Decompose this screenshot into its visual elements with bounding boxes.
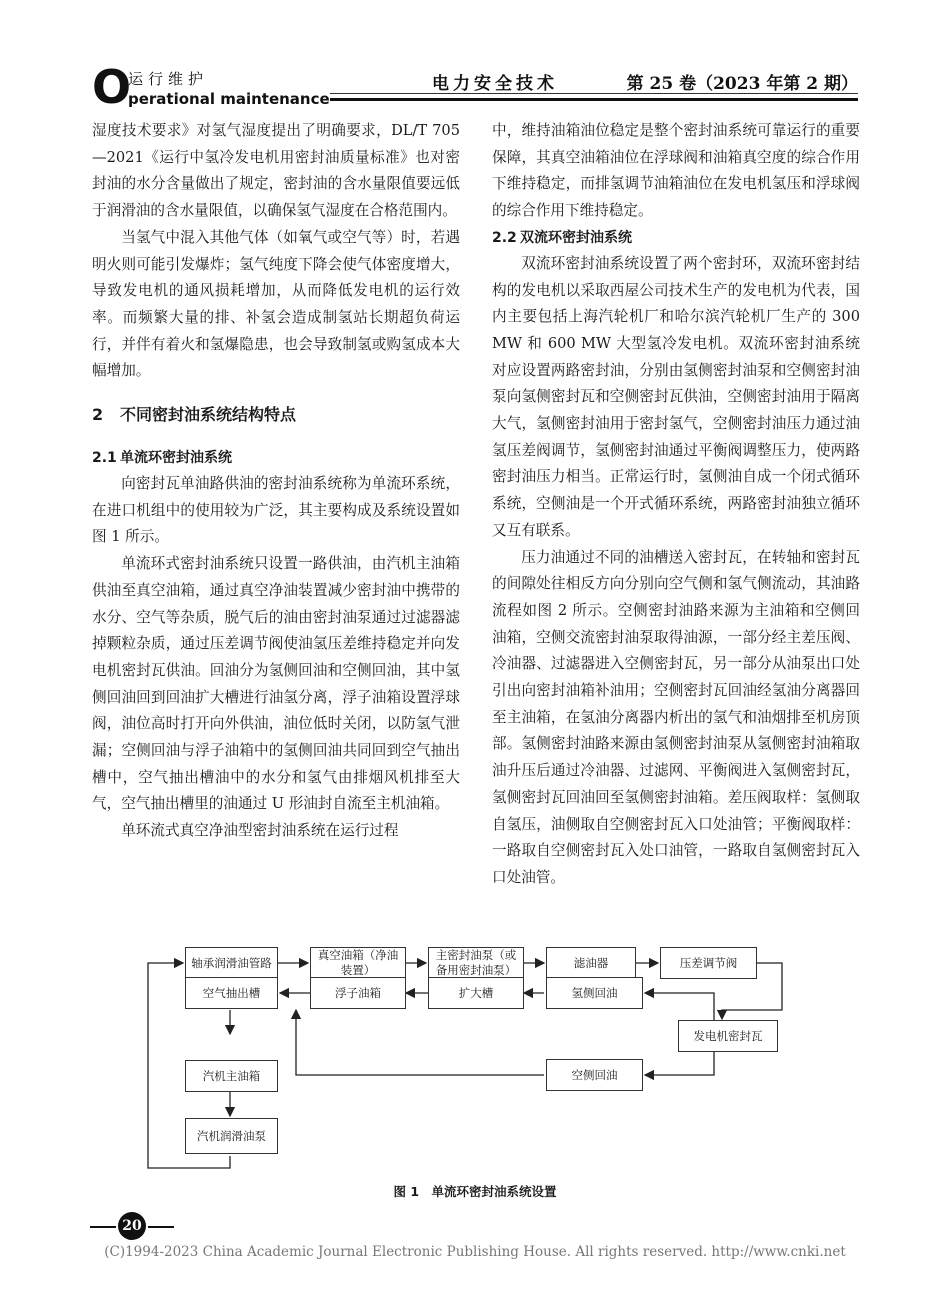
paragraph: 压力油通过不同的油槽送入密封瓦，在转轴和密封瓦的间隙处往相反方向分别向空气侧和氢气侧流动，其油路流程如图 2 所示。空侧密封油路来源为主油箱和空侧回油箱，空侧交流密封油泵取得油源，一部分经主差压阀、冷油器、过滤器进入空侧密封瓦，另一部分从油泵出口处引出向密封油箱补油用；空侧密封瓦回油经氢油分离器回至主油箱，在氢油分离器内析出的氢气和油烟排至机房顶部。氢侧密封油路来源由氢侧密封油泵从氢侧密封油箱取油升压后通过冷油器、过滤网、平衡阀进入氢侧密封瓦，氢侧密封瓦回油回至氢侧密封油箱。差压阀取样：氢侧取自氢压，油侧取自空侧密封瓦入口处油管；平衡阀取样：一路取自空侧密封瓦入处口油管，一路取自氢侧密封瓦入口处油管。 xyxy=(492,548,860,886)
box-turbine-lube-pump: 汽机润滑油泵 xyxy=(185,1118,278,1154)
page-number-dash xyxy=(90,1226,116,1228)
header-rule xyxy=(330,93,858,94)
paragraph: 当氢气中混入其他气体（如氧气或空气等）时，若遇明火则可能引发爆炸；氢气纯度下降会使气体密度增大，导致发电机的通风损耗增加，从而降低发电机的运行效率。而频繁大量的排、补氢会造成制氢站长期超负荷运行，并伴有着火和氢爆隐患，也会导致制氢或购氢成本大幅增加。 xyxy=(92,228,460,380)
section-heading xyxy=(92,402,460,428)
journal-title: 电力安全技术 xyxy=(432,74,558,94)
figure-1-diagram xyxy=(140,930,820,1180)
subsection-number: 2.1 xyxy=(92,450,117,467)
right-column xyxy=(492,118,860,892)
subsection-heading xyxy=(492,225,860,251)
box-expansion-tank: 扩大槽 xyxy=(428,977,524,1009)
box-differential-pressure-valve: 压差调节阀 xyxy=(660,947,757,979)
subsection-heading xyxy=(92,445,460,471)
box-air-extraction-tank: 空气抽出槽 xyxy=(185,977,278,1009)
box-hydrogen-side-return: 氢侧回油 xyxy=(546,977,643,1009)
box-air-side-return: 空侧回油 xyxy=(546,1059,643,1091)
paragraph: 单流环式密封油系统只设置一路供油，由汽机主油箱供油至真空油箱，通过真空净油装置减少密封油中携带的水分、空气等杂质，脱气后的油由密封油泵通过过滤器滤掉颗粒杂质，通过压差调节阀使油氢压差维持稳定并向发电机密封瓦供油。回油分为氢侧回油和空侧回油，其中氢侧回油回到回油扩大槽进行油氢分离，浮子油箱设置浮球阀，油位高时打开向外供油，油位低时关闭，以防氢气泄漏；空侧回油与浮子油箱中的氢侧回油共同回到空气抽出槽中，空气抽出槽油中的水分和氢气由排烟风机排至大气，空气抽出槽里的油通过 U 形油封自流至主机油箱。 xyxy=(92,555,460,813)
section-letter: O xyxy=(92,60,132,114)
subsection-title: 单流环密封油系统 xyxy=(120,450,232,467)
paragraph: 单环流式真空净油型密封油系统在运行过程 xyxy=(121,822,399,840)
page-number-dash xyxy=(148,1226,174,1228)
box-generator-seal: 发电机密封瓦 xyxy=(678,1020,778,1052)
arrow xyxy=(296,1010,544,1075)
box-bearing-lube-pipe: 轴承润滑油管路 xyxy=(185,947,278,979)
subsection-number: 2.2 xyxy=(492,229,517,246)
page-number: 20 xyxy=(118,1212,146,1240)
section-number: 2 xyxy=(92,405,104,425)
box-main-seal-oil-pump: 主密封油泵（或备用密封油泵） xyxy=(428,947,524,979)
box-float-oil-tank: 浮子油箱 xyxy=(310,977,406,1009)
box-oil-filter: 滤油器 xyxy=(546,947,636,979)
box-vacuum-oil-tank: 真空油箱（净油装置） xyxy=(310,947,406,979)
section-title-zh: 运行维护 xyxy=(128,70,209,88)
paragraph: 湿度技术要求》对氢气湿度提出了明确要求，DL/T 705—2021《运行中氢冷发电机用密封油质量标准》也对密封油的水分含量做出了规定，密封油的含水量限值要远低于润滑油的含水量限值，以确保氢气湿度在合格范围内。 xyxy=(92,122,460,220)
section-title: 不同密封油系统结构特点 xyxy=(120,405,297,425)
box-turbine-main-oil-tank: 汽机主油箱 xyxy=(185,1060,278,1092)
issue-info: 第 25 卷（2023 年第 2 期） xyxy=(626,74,858,94)
figure-caption: 图 1 单流环密封油系统设置 xyxy=(393,1184,557,1199)
paragraph: 双流环密封油系统设置了两个密封环，双流环密封结构的发电机以采取西屋公司技术生产的发电机为代表，国内主要包括上海汽轮机厂和哈尔滨汽轮机厂生产的 300 MW 和 600 MW 大型氢冷发电机。双流环密封油系统对应设置两路密封油，分别由氢侧密封油泵和空侧密封油泵向氢侧密封瓦和空侧密封瓦供油，空侧密封油用于隔离大气，氢侧密封油用于密封氢气，空侧密封油压力通过油氢压差阀调节，氢侧密封油通过平衡阀调整压力，使两路密封油压力相当。正常运行时，氢侧油自成一个闭式循环系统，空侧油是一个开式循环系统，两路密封油独立循环又互有联系。 xyxy=(492,254,860,539)
left-column xyxy=(92,118,460,845)
paragraph: 中，维持油箱油位稳定是整个密封油系统可靠运行的重要保障，其真空油箱油位在浮球阀和油箱真空度的综合作用下维持稳定，而排氢调节油箱油位在发电机氢压和浮球阀的综合作用下维持稳定。 xyxy=(492,122,860,220)
section-title-en: perational maintenance xyxy=(128,90,330,108)
subsection-title: 双流环密封油系统 xyxy=(520,229,632,246)
paragraph: 向密封瓦单油路供油的密封油系统称为单流环系统，在进口机组中的使用较为广泛，其主要构成及系统设置如图 1 所示。 xyxy=(92,475,460,546)
header-rule-thick xyxy=(330,98,858,101)
copyright-notice: (C)1994-2023 China Academic Journal Electronic Publishing House. All rights reserved. http://www.cnki.net xyxy=(104,1244,846,1260)
